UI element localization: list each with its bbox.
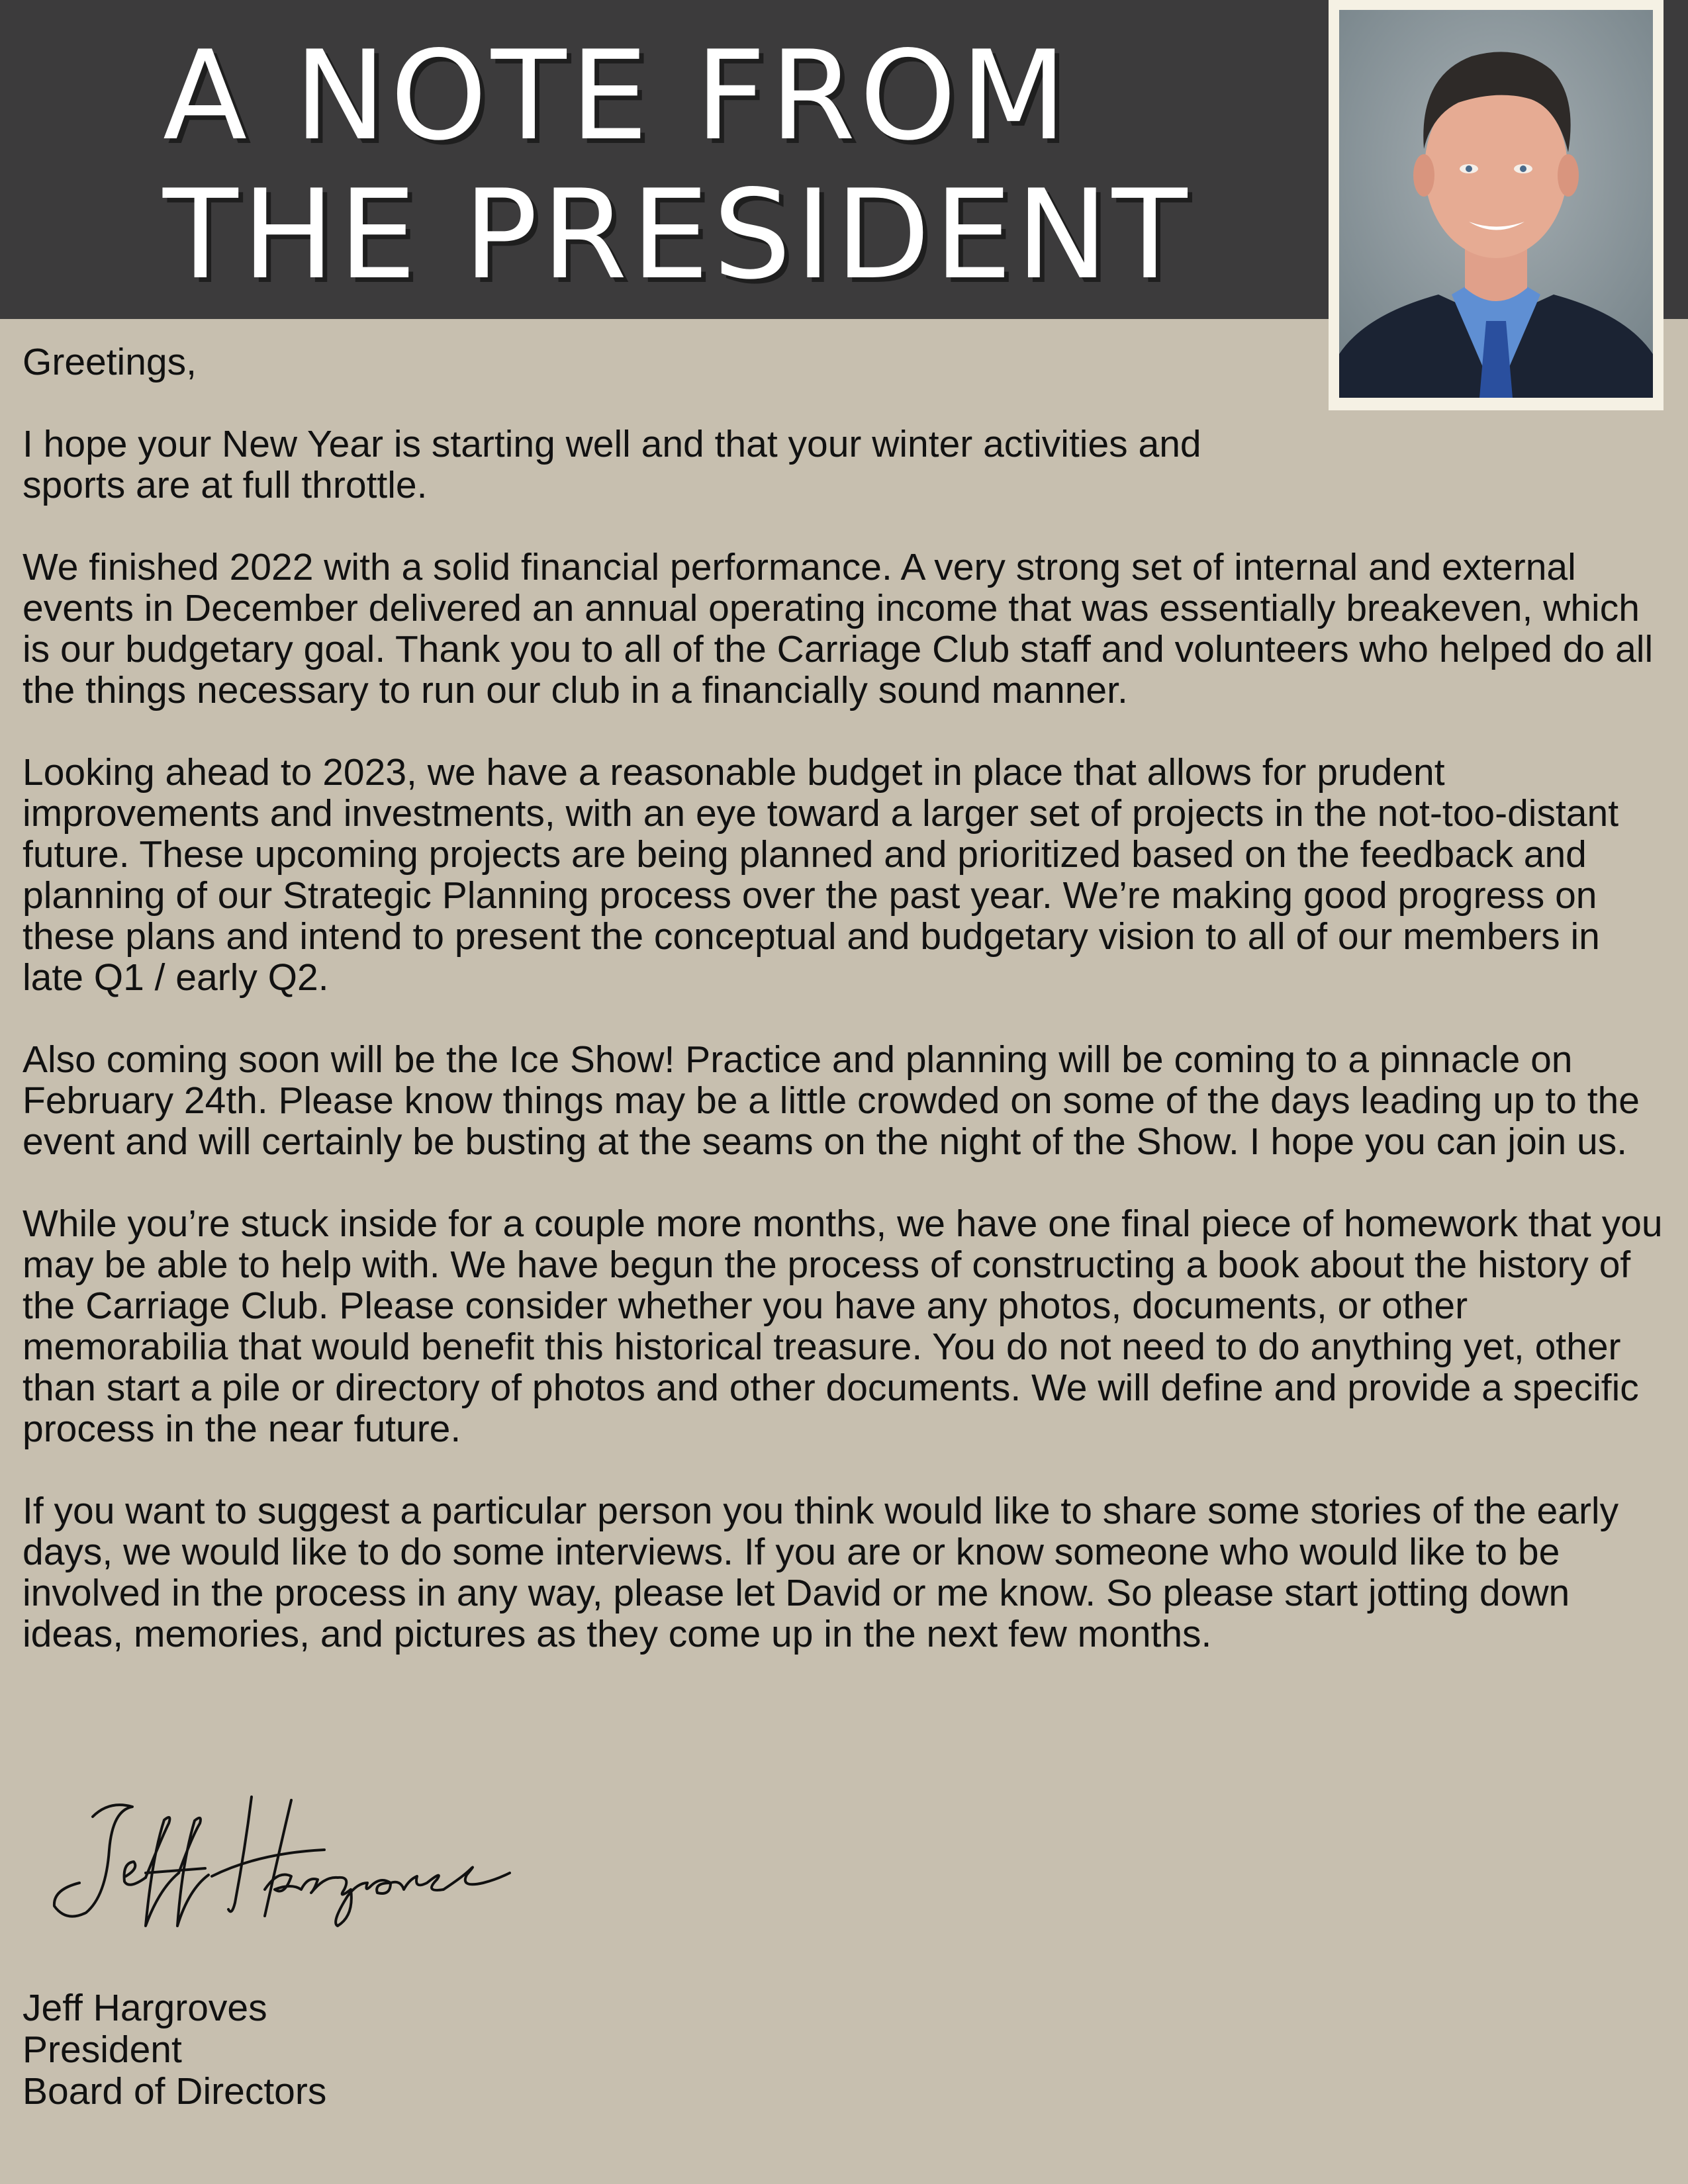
- signoff-name: Jeff Hargroves: [23, 1987, 267, 2029]
- signoff-block: [23, 1987, 326, 2113]
- title-line-1: A NOTE FROM: [163, 24, 1071, 167]
- signoff-title: President: [23, 2028, 182, 2071]
- paragraph-1: I hope your New Year is starting well and that your winter activities and sports are at full throttle.: [23, 423, 1201, 506]
- paragraph-3: Looking ahead to 2023, we have a reasonable budget in place that allows for prudent improvements and investments, with an eye toward a larger set of projects in the not-too-distant future. These upcoming projects are being planned and prioritized based on the feedback and planning of our Strategic Planning process over the past year. We’re making good progress on these plans and intend to present the conceptual and budgetary vision to all of our members in late Q1 / early Q2.: [23, 751, 1619, 999]
- paragraph-2: We finished 2022 with a solid financial performance. A very strong set of internal and external events in December delivered an annual operating income that was essentially breakeven, which is our budgetary goal. Thank you to all of the Carriage Club staff and volunteers who helped do all the things necessary to run our club in a financially sound manner.: [23, 546, 1654, 711]
- letter-body: [23, 341, 1664, 1696]
- handwritten-signature: [46, 1790, 576, 1929]
- page-title: [163, 26, 1191, 304]
- signature-drawing: [46, 1790, 576, 1929]
- greeting: Greetings,: [23, 341, 197, 383]
- title-line-2: THE PRESIDENT: [163, 163, 1192, 306]
- paragraph-6: If you want to suggest a particular person you think would like to share some stories of the early days, we would like to do some interviews. If you are or know someone who would like to be involved in the process in any way, please let David or me know. So please start jotting down ideas, memories, and pictures as they come up in the next few months.: [23, 1490, 1619, 1655]
- signoff-org: Board of Directors: [23, 2070, 327, 2113]
- paragraph-5: While you’re stuck inside for a couple more months, we have one final piece of homework that you may be able to help with. We have begun the process of constructing a book about the history of the Carriage Club. Please consider whether you have any photos, documents, or other memorabilia that would benefit this historical treasure. You do not need to do anything yet, other than start a pile or directory of photos and other documents. We will define and provide a specific process in the near future.: [23, 1203, 1663, 1450]
- paragraph-4: Also coming soon will be the Ice Show! Practice and planning will be coming to a pinnacle on February 24th. Please know things may be a little crowded on some of the days leading up to the event and will certainly be busting at the seams on the night of the Show. I hope you can join us.: [23, 1038, 1640, 1163]
- president-portrait: [1339, 10, 1653, 398]
